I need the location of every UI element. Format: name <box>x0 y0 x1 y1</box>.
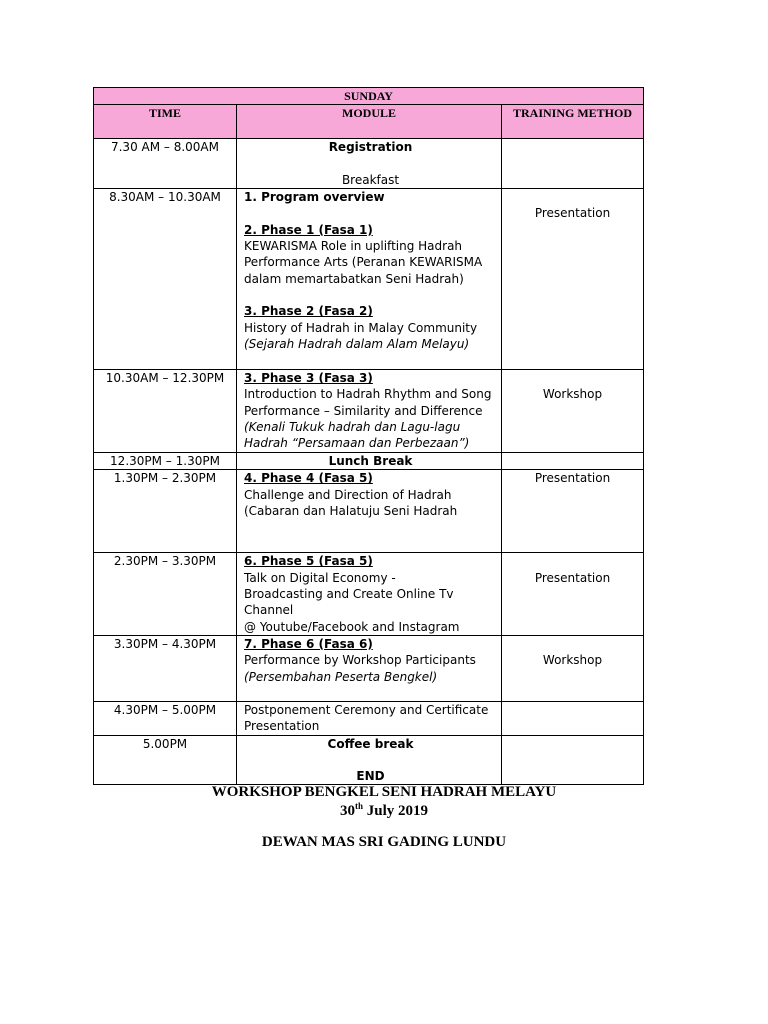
module-line: (Cabaran dan Halatuju Seni Hadrah <box>244 504 458 519</box>
module-line: Registration <box>328 140 413 155</box>
method-column-header: TRAINING METHOD <box>502 105 644 139</box>
module-line: Introduction to Hadrah Rhythm and Song <box>244 387 492 402</box>
module-cell <box>237 735 502 785</box>
module-line: (Sejarah Hadrah dalam Alam Melayu) <box>244 336 470 351</box>
module-line: END <box>356 769 385 784</box>
module-line: dalam memartabatkan Seni Hadrah) <box>244 271 464 286</box>
module-cell <box>237 189 502 370</box>
time-cell: 8.30AM – 10.30AM <box>94 189 237 370</box>
module-cell <box>237 470 502 553</box>
module-line: 4. Phase 4 (Fasa 5) <box>244 471 373 486</box>
workshop-date <box>0 801 768 820</box>
module-line: Performance – Similarity and Difference <box>244 403 483 418</box>
method-cell <box>502 735 644 785</box>
method-label: Presentation <box>534 570 611 585</box>
time-cell: 5.00PM <box>94 735 237 785</box>
module-line: Talk on Digital Economy - <box>244 570 396 585</box>
module-line: 3. Phase 3 (Fasa 3) <box>244 371 373 386</box>
module-cell <box>237 635 502 701</box>
venue: DEWAN MAS SRI GADING LUNDU <box>261 834 507 850</box>
module-cell <box>237 553 502 635</box>
module-line: Coffee break <box>327 736 414 751</box>
time-cell: 12.30PM – 1.30PM <box>94 453 237 470</box>
module-line: Broadcasting and Create Online Tv Channel <box>244 587 454 618</box>
time-cell: 1.30PM – 2.30PM <box>94 470 237 553</box>
module-line: Performance by Workshop Participants <box>244 653 476 668</box>
day-header: SUNDAY <box>94 88 644 105</box>
method-cell <box>502 139 644 189</box>
module-line: 6. Phase 5 (Fasa 5) <box>244 554 373 569</box>
method-cell <box>502 189 644 370</box>
method-label: Workshop <box>542 387 603 402</box>
method-label: Workshop <box>542 653 603 668</box>
module-line: 7. Phase 6 (Fasa 6) <box>244 636 373 651</box>
schedule-table <box>93 87 644 785</box>
method-cell <box>502 453 644 470</box>
table-row <box>94 735 644 785</box>
module-line: Challenge and Direction of Hadrah <box>244 487 452 502</box>
date-rest: July 2019 <box>363 803 429 819</box>
module-line: 2. Phase 1 (Fasa 1) <box>244 222 373 237</box>
module-line: (Kenali Tukuk hadrah dan Lagu-lagu <box>244 420 461 435</box>
module-cell: Lunch Break <box>237 453 502 470</box>
method-cell <box>502 470 644 553</box>
module-line: @ Youtube/Facebook and Instagram <box>244 619 460 634</box>
time-cell: 3.30PM – 4.30PM <box>94 635 237 701</box>
module-column-header: MODULE <box>237 105 502 139</box>
module-line: Presentation <box>244 719 320 734</box>
table-row <box>94 470 644 553</box>
date-day: 30 <box>339 803 355 819</box>
module-line: KEWARISMA Role in uplifting Hadrah <box>244 239 463 254</box>
module-line: History of Hadrah in Malay Community <box>244 320 478 335</box>
table-row <box>94 701 644 735</box>
method-cell <box>502 635 644 701</box>
module-line: 3. Phase 2 (Fasa 2) <box>244 304 373 319</box>
table-row <box>94 453 644 470</box>
module-cell <box>237 701 502 735</box>
method-label: Presentation <box>534 471 611 486</box>
time-column-header: TIME <box>94 105 237 139</box>
table-row <box>94 139 644 189</box>
table-row <box>94 635 644 701</box>
table-row <box>94 553 644 635</box>
module-cell <box>237 139 502 189</box>
method-label: Presentation <box>534 206 611 221</box>
module-line: Hadrah “Persamaan dan Perbezaan”) <box>244 436 470 451</box>
module-line: 1. Program overview <box>244 190 385 205</box>
method-cell <box>502 701 644 735</box>
time-cell: 10.30AM – 12.30PM <box>94 370 237 453</box>
date-suffix: th <box>354 801 363 811</box>
module-line: Breakfast <box>341 172 400 187</box>
table-row <box>94 189 644 370</box>
method-cell <box>502 370 644 453</box>
module-line: (Persembahan Peserta Bengkel) <box>244 669 438 684</box>
time-cell: 2.30PM – 3.30PM <box>94 553 237 635</box>
workshop-title: WORKSHOP BENGKEL SENI HADRAH MELAYU <box>211 784 557 800</box>
module-cell <box>237 370 502 453</box>
module-line: Performance Arts (Peranan KEWARISMA <box>244 255 483 270</box>
module-line: Postponement Ceremony and Certificate <box>244 702 489 717</box>
method-cell <box>502 553 644 635</box>
time-cell: 4.30PM – 5.00PM <box>94 701 237 735</box>
time-cell: 7.30 AM – 8.00AM <box>94 139 237 189</box>
table-row <box>94 370 644 453</box>
